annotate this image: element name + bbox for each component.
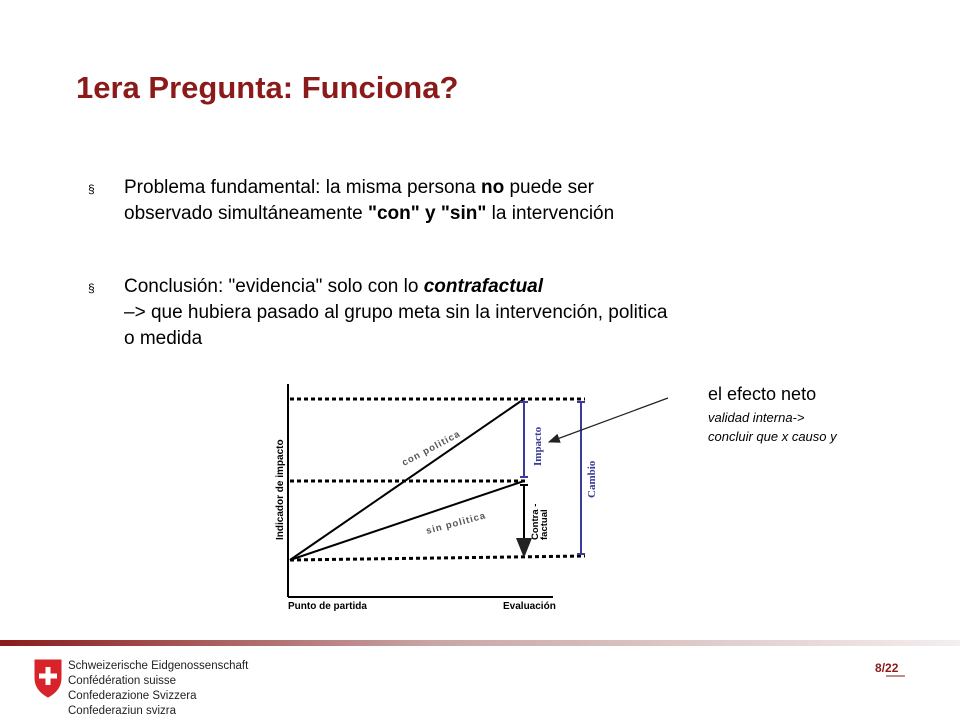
- x-end-label: Evaluación: [503, 601, 556, 612]
- y-axis-label: Indicador de impacto: [275, 439, 286, 540]
- label-sin-politica: sin politica: [424, 510, 488, 537]
- org-line-de: Schweizerische Eidgenossenschaft: [68, 660, 249, 672]
- annotation-title: el efecto neto: [708, 384, 817, 404]
- label-factual: factual: [539, 509, 550, 540]
- annotation-line-1: validad interna->: [708, 410, 805, 425]
- bullet1-line2: observado simultáneamente "con" y "sin" la intervención: [124, 203, 615, 224]
- label-contra: Contra -: [530, 503, 541, 540]
- org-line-rm: Confederaziun svizra: [68, 705, 177, 717]
- org-line-fr: Confédération suisse: [68, 675, 177, 687]
- label-cambio: Cambio: [586, 460, 598, 498]
- annotation-line-2: concluir que x causo y: [708, 429, 837, 444]
- bullet-marker: §: [88, 281, 95, 295]
- level-bottom-dotted: [290, 556, 585, 560]
- bullet1-line1: Problema fundamental: la misma persona no puede ser: [124, 177, 594, 198]
- bullet-marker: §: [88, 182, 95, 196]
- label-con-politica: con politica: [400, 428, 463, 469]
- bullet2-line2: –> que hubiera pasado al grupo meta sin la intervención, politica: [124, 302, 668, 323]
- page-number: 8/22: [875, 661, 899, 675]
- bullet2-line3: o medida: [124, 328, 203, 349]
- line-sin-politica: [290, 481, 524, 560]
- annotation-arrow: [549, 398, 668, 442]
- org-line-it: Confederazione Svizzera: [68, 690, 197, 702]
- bullet2-line1: Conclusión: "evidencia" solo con lo contrafactual: [124, 276, 544, 297]
- slide-title: 1era Pregunta: Funciona?: [76, 70, 459, 105]
- x-start-label: Punto de partida: [288, 601, 367, 612]
- federal-administration-text: [68, 659, 248, 719]
- label-impacto: Impacto: [532, 426, 544, 466]
